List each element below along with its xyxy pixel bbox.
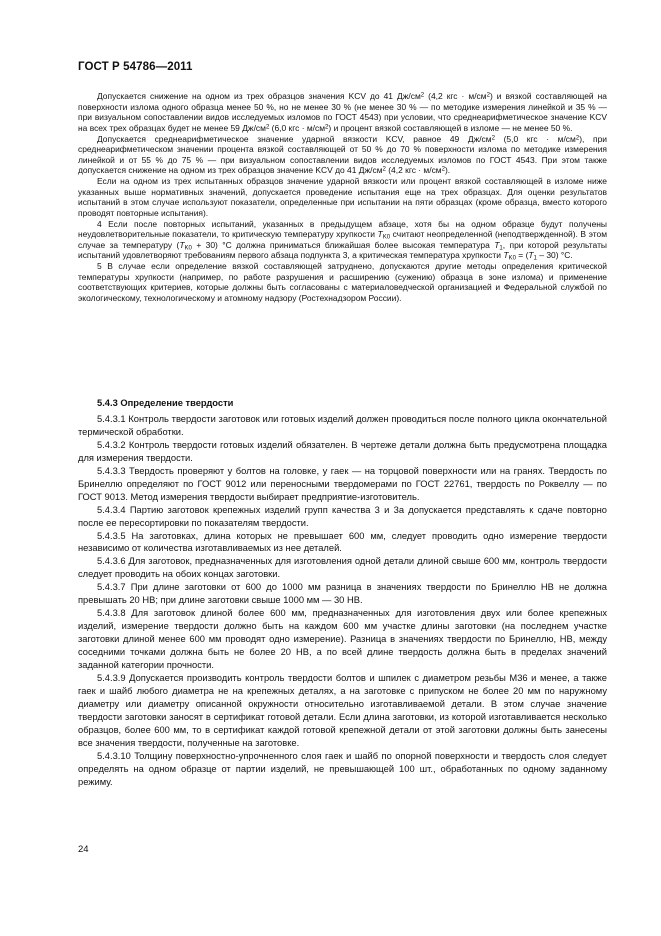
text-run: Допускается снижение на одном из трех образцов значения KCV до 41 Дж/см (97, 91, 421, 101)
superscript: 2 (325, 123, 329, 131)
text-run: + 30) °С должна приниматься ближайшая более высокая температура (191, 239, 495, 250)
section-heading: 5.4.3 Определение твердости (97, 398, 234, 408)
variable: T (528, 250, 534, 261)
clause-5-4-3-1: 5.4.3.1 Контроль твердости заготовок или готовых изделий должен проводиться после полного цикла окончательной термической обработки. (78, 413, 607, 437)
text-run: Допускается среднеарифметическое значение ударной вязкости KCV, равное 49 Дж/см (97, 133, 492, 144)
clause-5-4-3-4: 5.4.3.4 Партию заготовок крепежных изделий групп качества 3 и 3а допускается представлять к сдаче повторно после ее пересортировки по показателям твердости. (78, 504, 607, 528)
superscript: 2 (441, 165, 445, 173)
clause-5-4-3-3: 5.4.3.3 Твердость проверяют у болтов на головке, у гаек — на торцовой поверхности или на гранях. Твердость по Бринеллю определяют по ГОСТ 9012 или переносными твердомерами по ГОСТ 22761, твердость по Роквеллу — по ГОСТ 9013. Метод измерения твердости выбирает предприятие-изготовитель. (78, 465, 607, 502)
text-run: (4,2 кгс · м/см (424, 91, 487, 101)
subscript: K0 (508, 254, 516, 262)
variable: T (494, 239, 500, 250)
clause-5-4-3-10: 5.4.3.10 Толщину поверхностно-упрочненного слоя гаек и шайб по опорной поверхности и твердость слоя следует определять на одном образце от партии изделий, не превышающей 100 шт., обработанных по одному заданному режиму. (78, 750, 607, 787)
note-paragraph-1 (78, 91, 607, 134)
subscript: 1 (533, 254, 537, 262)
text-run: (6,0 кгс · м/см (269, 122, 326, 133)
text-run: 4 Если после повторных испытаний, указанных в предыдущем абзаце, хотя бы на одном образце будут получены неудовлетворительные показатели, то критическую температуру хрупкости (78, 218, 607, 240)
clause-5-4-3-9: 5.4.3.9 Допускается производить контроль твердости болтов и шпилек с диаметром резьбы М36 и менее, а также гаек и шайб любого диаметра не на крепежных деталях, а на заготовке с припуском не более 20 мм по наружному диаметру или диаметру описанной окружности относительно изготавливаемой детали. В этом случае значение твердости заготовки заносят в сертификат готовой детали. Если длина заготовки, из которой изготавливается несколько образцов, более 600 мм, то в сертификат каждой готовой крепежной детали от этой заготовки должны быть занесены все значения твердости, полученные на заготовке. (78, 673, 607, 748)
variable: T (377, 229, 383, 240)
text-run: (4,2 кгс · м/см (385, 165, 442, 176)
subscript: K0 (382, 233, 391, 241)
clause-5-4-3-7: 5.4.3.7 При длине заготовки от 600 до 1000 мм разница в значениях твердости по Бринеллю НВ не должна превышать 20 НВ; при длине заготовки свыше 1000 мм — 30 НВ. (78, 582, 607, 606)
note-paragraph-3: Если на одном из трех испытанных образцов значение ударной вязкости или процент вязкой составляющей в изломе ниже указанных выше нормативных значений, допускается проведение испытания еще на трех образцах. Для оценки результатов испытаний в этом случае используют показатели, определенные при испытании на пяти образцах (кроме образца, вместо которого проводят повторные испытания). (78, 176, 607, 218)
superscript: 2 (486, 91, 490, 99)
note-paragraph-5: 5 В случае если определение вязкой составляющей затруднено, допускаются другие методы определения критической температуры хрупкости (например, по работе разрушения и расширению (сужению) образца в зоне излома) и применение соответствующих критериев, которые должны быть согласованы с материаловедческой организацией и Федеральной службой по экологическому, технологическому и атомному надзору (Ростехнадзором России). (78, 261, 607, 303)
clause-5-4-3-2: 5.4.3.2 Контроль твердости готовых изделий обязателен. В чертеже детали должна быть предусмотрена площадка для измерения твердости. (78, 439, 607, 463)
text-run: (5,0 кгс · м/см (494, 133, 576, 144)
text-run: считают неопределенной (неподтвержденной). В этом случае за температуру ( (78, 229, 607, 250)
text-run: – 30) °С. (536, 250, 573, 261)
text-run: , при которой результаты испытаний удовлетворяют требованиям первого абзаца подпункта 3, а критическая температура хрупкости (78, 239, 607, 261)
superscript: 2 (420, 91, 425, 99)
note-paragraph-4 (78, 219, 607, 262)
superscript: 2 (491, 133, 495, 141)
subscript: K0 (184, 244, 192, 252)
clause-5-4-3-8: 5.4.3.8 Для заготовок длиной более 600 мм, предназначенных для изготовления двух или более крепежных изделий, измерение твердости должно быть на каждом 600 мм участке длины заготовки (на последнем участке заготовки длиной менее 600 мм проводят одно измерение). Разница в значениях твердости по Бринеллю, НВ, между соседними точками должна быть не более 20 НВ, а по всей длине твердость должна быть в пределах значений заданной категории прочности. (78, 608, 607, 671)
subscript: 1 (499, 244, 503, 252)
text-run: ) и процент вязкой составляющей в изломе — не менее 50 %. (328, 122, 573, 133)
clause-5-4-3-6: 5.4.3.6 Для заготовок, предназначенных для изготовления одной детали длиной свыше 600 мм, контроль твердости следует проводить на обоих концах заготовки. (78, 556, 607, 580)
superscript: 2 (575, 133, 580, 141)
superscript: 2 (382, 165, 386, 173)
clause-5-4-3-5: 5.4.3.5 На заготовках, длина которых не превышает 600 мм, следует проводить одно измерение твердости независимо от количества изготавливаемых из нее деталей. (78, 530, 607, 554)
text-run: = ( (515, 250, 529, 261)
text-run: ) и вязкой составляющей на поверхности излома одного образца менее 50 %, но не менее 30 % (не менее 30 % — по методике измерения линейкой и 35 % — при визуальном сопоставлении видов исследуемых изломов по ГОСТ 4543) при условии, что среднеарифметическое значение KCV на всех трех образцах будет не менее 59 Дж/см (78, 91, 607, 133)
variable: T (179, 239, 185, 250)
notes-block (78, 91, 607, 304)
text-run: ). (445, 165, 451, 176)
variable: T (503, 250, 509, 261)
page-number: 24 (78, 844, 89, 855)
text-run: ), при среднеарифметическом значении процента вязкой составляющей от 50 % до 70 % поверхности излома по методике измерения линейкой и от 55 % до 75 % — при визуальном сопоставлении видов исследуемых изломов по ГОСТ 4543. При этом также допускается снижение на одном из трех образцов значение KCV до 41 Дж/см (78, 133, 607, 176)
standard-header: ГОСТ Р 54786—2011 (78, 61, 193, 73)
section-5-4-3 (78, 397, 607, 789)
note-paragraph-2 (78, 134, 607, 177)
superscript: 2 (265, 123, 270, 131)
